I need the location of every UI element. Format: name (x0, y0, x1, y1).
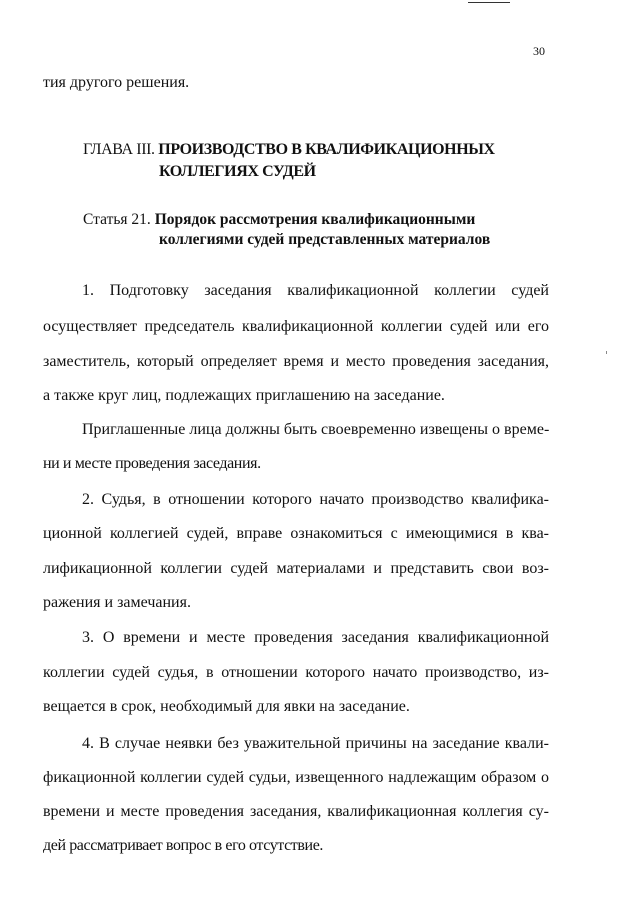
paragraph-line: ни и месте проведения заседания. (43, 455, 261, 472)
article-title-line2: коллегиями судей представленных материалов (159, 231, 491, 248)
scan-speck (606, 351, 607, 354)
paragraph-line: 2. Судья, в отношении которого начато производство квалифика- (82, 491, 549, 508)
paragraph-line: фикационной коллегии судей судьи, извещенного надлежащим образом о (43, 769, 549, 786)
paragraph-line: а также круг лиц, подлежащих приглашению на заседание. (43, 387, 445, 404)
article-prefix: Статья 21. (83, 211, 151, 228)
paragraph-line: Приглашенные лица должны быть своевременно извещены о време- (82, 421, 550, 438)
article-heading-line2 (159, 231, 490, 249)
paragraph-line: 3. О времени и месте проведения заседания квалификационной (82, 629, 549, 646)
chapter-heading-line1 (83, 141, 495, 159)
paragraph-line: осуществляет председатель квалификационной коллегии судей или его (43, 318, 549, 335)
chapter-title-line1: ПРОИЗВОДСТВО В КВАЛИФИКАЦИОННЫХ (158, 141, 495, 158)
paragraph-line: 1. Подготовку заседания квалификационной коллегии судей (82, 282, 549, 299)
paragraph-line: дей рассматривает вопрос в его отсутствие. (43, 837, 323, 854)
paragraph-line: времени и месте проведения заседания, квалификационная коллегия су- (43, 803, 549, 820)
paragraph-line: 4. В случае неявки без уважительной причины на заседание квали- (82, 735, 549, 752)
article-heading-line1 (83, 211, 475, 229)
article-title-line1: Порядок рассмотрения квалификационными (154, 211, 476, 228)
top-edge-mark (468, 2, 510, 3)
paragraph-line: коллегии судей судья, в отношении которого начато производство, из- (43, 664, 549, 681)
paragraph-line: заместитель, который определяет время и место проведения заседания, (43, 353, 549, 370)
continuation-line: тия другого решения. (43, 74, 190, 91)
chapter-prefix: ГЛАВА III. (83, 141, 155, 158)
paragraph-line: лификационной коллегии судей материалами и представить свои воз- (43, 560, 549, 577)
paragraph-line: ражения и замечания. (43, 594, 191, 611)
chapter-heading-line2 (159, 163, 316, 181)
paragraph-line: вещается в срок, необходимый для явки на заседание. (43, 698, 410, 715)
paragraph-line: ционной коллегией судей, вправе ознакомиться с имеющимися в ква- (43, 525, 549, 542)
chapter-title-line2: КОЛЛЕГИЯХ СУДЕЙ (159, 163, 316, 180)
page-number: 30 (533, 44, 545, 58)
